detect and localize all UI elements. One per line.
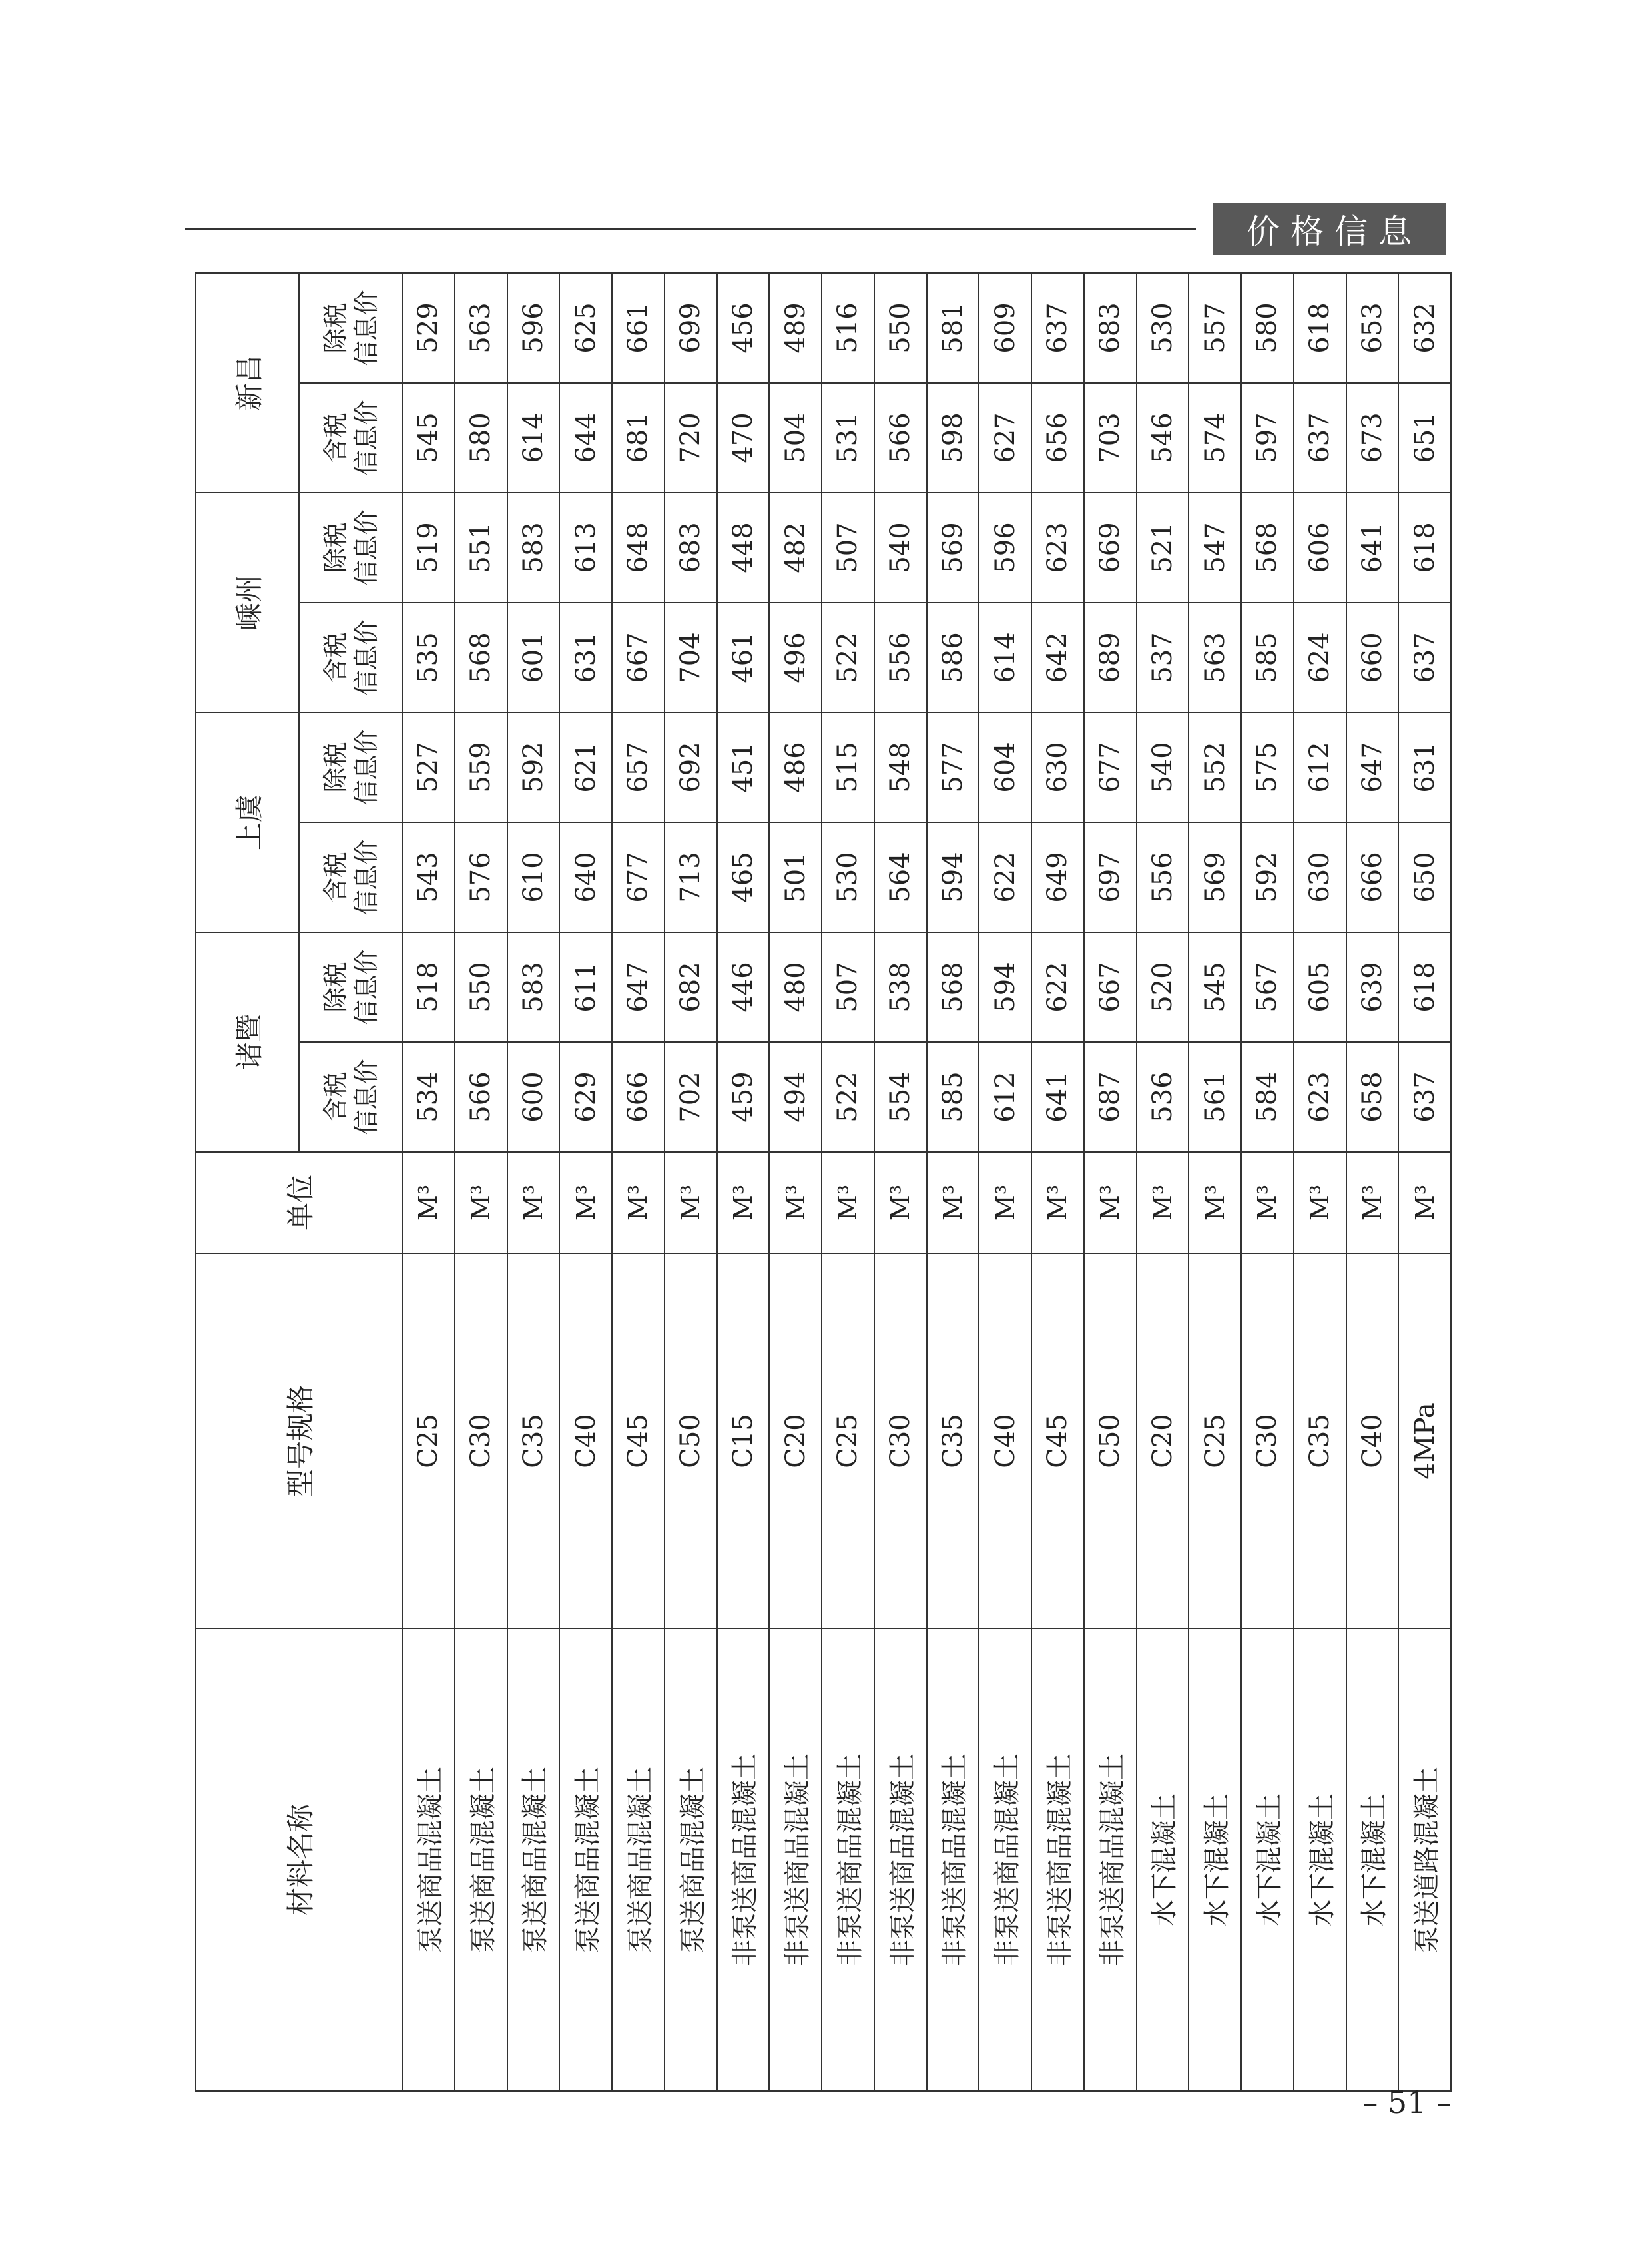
header-rule	[185, 228, 1196, 230]
tax-inclusive-price-cell: 610	[507, 822, 560, 932]
spec-cell: C25	[1189, 1253, 1241, 1629]
tax-exclusive-price-cell: 596	[979, 493, 1031, 603]
tax-exclusive-price-cell: 530	[1137, 273, 1189, 383]
tax-exclusive-price-cell: 568	[927, 932, 979, 1042]
unit-cell: M³	[559, 1152, 612, 1253]
price-table	[195, 272, 1452, 2092]
tax-exclusive-price-cell: 550	[874, 273, 927, 383]
tax-inclusive-price-cell: 585	[927, 1042, 979, 1152]
tax-inclusive-price-cell: 650	[1398, 822, 1451, 932]
tax-exclusive-price-cell: 577	[927, 712, 979, 822]
spec-cell: C20	[1137, 1253, 1189, 1629]
tax-inclusive-price-cell: 459	[717, 1042, 770, 1152]
tax-exclusive-price-cell: 621	[559, 712, 612, 822]
header-line: 除税	[320, 302, 350, 354]
tax-exclusive-price-cell: 596	[507, 273, 560, 383]
tax-inclusive-price-cell: 637	[1294, 383, 1346, 493]
tax-inclusive-price-cell: 601	[507, 603, 560, 712]
table-row	[979, 273, 1031, 2091]
page-number: – 51 –	[1362, 2084, 1452, 2120]
tax-inclusive-price-cell: 641	[1031, 1042, 1084, 1152]
tax-exclusive-price-header	[299, 493, 402, 603]
table-row	[1084, 273, 1137, 2091]
header-line: 信息价	[351, 729, 381, 806]
tax-exclusive-price-cell: 581	[927, 273, 979, 383]
tax-exclusive-price-cell: 559	[455, 712, 507, 822]
tax-exclusive-price-cell: 592	[507, 712, 560, 822]
tax-inclusive-price-header	[299, 1042, 402, 1152]
table-row	[874, 273, 927, 2091]
tax-exclusive-price-cell: 563	[455, 273, 507, 383]
tax-exclusive-price-cell: 451	[717, 712, 770, 822]
tax-inclusive-price-header	[299, 822, 402, 932]
material-name-cell: 非泵送商品混凝土	[769, 1629, 822, 2091]
spec-cell: C45	[612, 1253, 665, 1629]
spec-cell: C50	[1084, 1253, 1137, 1629]
tax-inclusive-price-cell: 649	[1031, 822, 1084, 932]
tax-inclusive-price-cell: 623	[1294, 1042, 1346, 1152]
tax-inclusive-price-cell: 697	[1084, 822, 1137, 932]
unit-cell: M³	[1084, 1152, 1137, 1253]
material-name-cell: 水下混凝土	[1346, 1629, 1399, 2091]
tax-exclusive-price-cell: 631	[1398, 712, 1451, 822]
tax-inclusive-price-cell: 496	[769, 603, 822, 712]
tax-exclusive-price-cell: 583	[507, 932, 560, 1042]
tax-inclusive-price-cell: 677	[612, 822, 665, 932]
tax-exclusive-price-cell: 480	[769, 932, 822, 1042]
tax-inclusive-price-cell: 631	[559, 603, 612, 712]
tax-inclusive-price-cell: 600	[507, 1042, 560, 1152]
tax-inclusive-price-cell: 629	[559, 1042, 612, 1152]
unit-cell: M³	[1398, 1152, 1451, 1253]
spec-cell: C25	[402, 1253, 455, 1629]
header-line: 含税	[320, 412, 350, 463]
tax-inclusive-price-cell: 642	[1031, 603, 1084, 712]
tax-inclusive-price-cell: 592	[1241, 822, 1294, 932]
table-row	[1031, 273, 1084, 2091]
header-line: 含税	[320, 632, 350, 683]
tax-exclusive-price-cell: 647	[1346, 712, 1399, 822]
tax-inclusive-price-cell: 566	[455, 1042, 507, 1152]
tax-exclusive-price-cell: 613	[559, 493, 612, 603]
unit-cell: M³	[822, 1152, 874, 1253]
tax-exclusive-price-cell: 456	[717, 273, 770, 383]
tax-exclusive-price-cell: 545	[1189, 932, 1241, 1042]
tax-inclusive-price-cell: 637	[1398, 1042, 1451, 1152]
material-name-cell: 非泵送商品混凝土	[874, 1629, 927, 2091]
spec-cell: C45	[1031, 1253, 1084, 1629]
tax-exclusive-price-cell: 657	[612, 712, 665, 822]
tax-inclusive-price-cell: 534	[402, 1042, 455, 1152]
spec-cell: C20	[769, 1253, 822, 1629]
tax-inclusive-price-cell: 461	[717, 603, 770, 712]
tax-exclusive-price-cell: 550	[455, 932, 507, 1042]
region-header-shangyu: 上虞	[196, 712, 299, 932]
tax-inclusive-price-cell: 703	[1084, 383, 1137, 493]
tax-exclusive-price-cell: 618	[1398, 493, 1451, 603]
tax-inclusive-price-cell: 465	[717, 822, 770, 932]
tax-exclusive-price-cell: 682	[665, 932, 717, 1042]
tax-exclusive-price-cell: 521	[1137, 493, 1189, 603]
tax-inclusive-price-cell: 585	[1241, 603, 1294, 712]
tax-exclusive-price-cell: 692	[665, 712, 717, 822]
tax-inclusive-price-cell: 681	[612, 383, 665, 493]
tax-exclusive-price-header	[299, 932, 402, 1042]
tax-exclusive-price-cell: 552	[1189, 712, 1241, 822]
header-line: 除税	[320, 962, 350, 1013]
tax-inclusive-price-cell: 597	[1241, 383, 1294, 493]
unit-cell: M³	[612, 1152, 665, 1253]
tax-inclusive-price-cell: 569	[1189, 822, 1241, 932]
tax-inclusive-price-cell: 556	[1137, 822, 1189, 932]
header-line: 除税	[320, 522, 350, 573]
spec-cell: C35	[1294, 1253, 1346, 1629]
table-row	[1241, 273, 1294, 2091]
tax-inclusive-price-cell: 494	[769, 1042, 822, 1152]
tax-inclusive-price-cell: 574	[1189, 383, 1241, 493]
tax-exclusive-price-cell: 653	[1346, 273, 1399, 383]
tax-exclusive-price-cell: 568	[1241, 493, 1294, 603]
header-line: 含税	[320, 852, 350, 903]
table-row	[455, 273, 507, 2091]
tax-exclusive-price-cell: 604	[979, 712, 1031, 822]
unit-cell: M³	[979, 1152, 1031, 1253]
spec-cell: C50	[665, 1253, 717, 1629]
spec-cell: C40	[979, 1253, 1031, 1629]
tax-exclusive-price-cell: 507	[822, 493, 874, 603]
tax-inclusive-price-cell: 656	[1031, 383, 1084, 493]
tax-inclusive-price-cell: 673	[1346, 383, 1399, 493]
unit-cell: M³	[717, 1152, 770, 1253]
region-header-xinchang: 新昌	[196, 273, 299, 493]
table-row	[822, 273, 874, 2091]
table-row	[1294, 273, 1346, 2091]
material-name-cell: 泵送道路混凝土	[1398, 1629, 1451, 2091]
material-name-cell: 水下混凝土	[1294, 1629, 1346, 2091]
material-name-cell: 非泵送商品混凝土	[927, 1629, 979, 2091]
material-name-cell: 泵送商品混凝土	[559, 1629, 612, 2091]
material-name-cell: 非泵送商品混凝土	[822, 1629, 874, 2091]
tax-exclusive-price-cell: 612	[1294, 712, 1346, 822]
tax-inclusive-price-cell: 622	[979, 822, 1031, 932]
tax-exclusive-price-cell: 518	[402, 932, 455, 1042]
tax-exclusive-price-cell: 661	[612, 273, 665, 383]
spec-cell: C15	[717, 1253, 770, 1629]
header-line: 信息价	[351, 619, 381, 696]
table-rotated-container	[195, 274, 1450, 2092]
tax-inclusive-price-cell: 501	[769, 822, 822, 932]
tax-exclusive-price-cell: 489	[769, 273, 822, 383]
tax-exclusive-price-cell: 569	[927, 493, 979, 603]
material-name-cell: 泵送商品混凝土	[665, 1629, 717, 2091]
spec-cell: C30	[455, 1253, 507, 1629]
tax-exclusive-price-cell: 683	[1084, 273, 1137, 383]
tax-exclusive-price-cell: 611	[559, 932, 612, 1042]
tax-inclusive-price-cell: 554	[874, 1042, 927, 1152]
tax-inclusive-price-cell: 504	[769, 383, 822, 493]
spec-cell: C35	[927, 1253, 979, 1629]
material-name-cell: 泵送商品混凝土	[507, 1629, 560, 2091]
spec-cell: C25	[822, 1253, 874, 1629]
unit-cell: M³	[1031, 1152, 1084, 1253]
tax-exclusive-price-cell: 647	[612, 932, 665, 1042]
tax-inclusive-price-cell: 614	[507, 383, 560, 493]
tax-inclusive-price-cell: 704	[665, 603, 717, 712]
tax-inclusive-price-header	[299, 603, 402, 712]
tax-exclusive-price-cell: 529	[402, 273, 455, 383]
header-line: 信息价	[351, 509, 381, 586]
material-name-cell: 水下混凝土	[1189, 1629, 1241, 2091]
tax-exclusive-price-cell: 677	[1084, 712, 1137, 822]
tax-exclusive-price-cell: 594	[979, 932, 1031, 1042]
unit-cell: M³	[874, 1152, 927, 1253]
table-body	[402, 273, 1451, 2091]
table-row	[1346, 273, 1399, 2091]
tax-exclusive-price-cell: 632	[1398, 273, 1451, 383]
tax-exclusive-price-cell: 575	[1241, 712, 1294, 822]
tax-exclusive-price-cell: 618	[1398, 932, 1451, 1042]
tax-exclusive-price-cell: 516	[822, 273, 874, 383]
table-row	[402, 273, 455, 2091]
tax-inclusive-price-cell: 536	[1137, 1042, 1189, 1152]
tax-exclusive-price-cell: 507	[822, 932, 874, 1042]
tax-inclusive-price-cell: 522	[822, 1042, 874, 1152]
unit-cell: M³	[1346, 1152, 1399, 1253]
unit-cell: M³	[1189, 1152, 1241, 1253]
tax-inclusive-price-cell: 667	[612, 603, 665, 712]
tax-exclusive-price-cell: 547	[1189, 493, 1241, 603]
tax-inclusive-price-header	[299, 383, 402, 493]
header-line: 信息价	[351, 839, 381, 916]
header-line: 信息价	[351, 1059, 381, 1135]
header-line: 信息价	[351, 400, 381, 476]
table-row	[769, 273, 822, 2091]
tax-exclusive-price-cell: 630	[1031, 712, 1084, 822]
tax-exclusive-price-cell: 605	[1294, 932, 1346, 1042]
tax-inclusive-price-cell: 530	[822, 822, 874, 932]
unit-cell: M³	[769, 1152, 822, 1253]
tax-inclusive-price-cell: 689	[1084, 603, 1137, 712]
header-line: 除税	[320, 742, 350, 793]
tax-inclusive-price-cell: 702	[665, 1042, 717, 1152]
tax-exclusive-price-cell: 527	[402, 712, 455, 822]
tax-inclusive-price-cell: 651	[1398, 383, 1451, 493]
section-title: 价格信息	[1246, 212, 1422, 251]
table-row	[559, 273, 612, 2091]
unit-cell: M³	[507, 1152, 560, 1253]
tax-inclusive-price-cell: 580	[455, 383, 507, 493]
tax-inclusive-price-cell: 687	[1084, 1042, 1137, 1152]
region-header-shengzhou: 嵊州	[196, 493, 299, 712]
table-row	[1398, 273, 1451, 2091]
tax-exclusive-price-cell: 583	[507, 493, 560, 603]
tax-inclusive-price-cell: 564	[874, 822, 927, 932]
col-material-header: 材料名称	[196, 1629, 402, 2091]
tax-exclusive-price-cell: 609	[979, 273, 1031, 383]
tax-exclusive-price-cell: 557	[1189, 273, 1241, 383]
tax-exclusive-price-cell: 567	[1241, 932, 1294, 1042]
material-name-cell: 非泵送商品混凝土	[1031, 1629, 1084, 2091]
spec-cell: C40	[559, 1253, 612, 1629]
unit-cell: M³	[1137, 1152, 1189, 1253]
header-line: 含税	[320, 1071, 350, 1123]
tax-inclusive-price-cell: 637	[1398, 603, 1451, 712]
tax-inclusive-price-cell: 535	[402, 603, 455, 712]
tax-inclusive-price-cell: 568	[455, 603, 507, 712]
tax-inclusive-price-cell: 576	[455, 822, 507, 932]
table-header-row-1	[196, 273, 299, 2091]
table-row	[927, 273, 979, 2091]
tax-inclusive-price-cell: 470	[717, 383, 770, 493]
tax-inclusive-price-cell: 666	[612, 1042, 665, 1152]
tax-inclusive-price-cell: 614	[979, 603, 1031, 712]
spec-cell: 4MPa	[1398, 1253, 1451, 1629]
tax-inclusive-price-cell: 624	[1294, 603, 1346, 712]
tax-exclusive-price-cell: 486	[769, 712, 822, 822]
tax-inclusive-price-cell: 563	[1189, 603, 1241, 712]
material-name-cell: 泵送商品混凝土	[455, 1629, 507, 2091]
table-row	[507, 273, 560, 2091]
unit-cell: M³	[927, 1152, 979, 1253]
tax-inclusive-price-cell: 531	[822, 383, 874, 493]
material-name-cell: 泵送商品混凝土	[612, 1629, 665, 2091]
tax-exclusive-price-cell: 580	[1241, 273, 1294, 383]
tax-exclusive-price-cell: 540	[1137, 712, 1189, 822]
tax-exclusive-price-cell: 618	[1294, 273, 1346, 383]
spec-cell: C40	[1346, 1253, 1399, 1629]
tax-inclusive-price-cell: 660	[1346, 603, 1399, 712]
tax-exclusive-price-header	[299, 712, 402, 822]
table-row	[612, 273, 665, 2091]
tax-inclusive-price-cell: 630	[1294, 822, 1346, 932]
material-name-cell: 非泵送商品混凝土	[1084, 1629, 1137, 2091]
material-name-cell: 水下混凝土	[1137, 1629, 1189, 2091]
tax-inclusive-price-cell: 627	[979, 383, 1031, 493]
tax-inclusive-price-cell: 543	[402, 822, 455, 932]
tax-inclusive-price-cell: 545	[402, 383, 455, 493]
header-line: 信息价	[351, 290, 381, 366]
tax-inclusive-price-cell: 720	[665, 383, 717, 493]
tax-exclusive-price-cell: 637	[1031, 273, 1084, 383]
unit-cell: M³	[665, 1152, 717, 1253]
unit-cell: M³	[1241, 1152, 1294, 1253]
tax-inclusive-price-cell: 713	[665, 822, 717, 932]
tax-inclusive-price-cell: 594	[927, 822, 979, 932]
tax-inclusive-price-cell: 537	[1137, 603, 1189, 712]
region-header-zhuji: 诸暨	[196, 932, 299, 1152]
tax-exclusive-price-cell: 515	[822, 712, 874, 822]
spec-cell: C30	[1241, 1253, 1294, 1629]
tax-exclusive-price-cell: 520	[1137, 932, 1189, 1042]
tax-inclusive-price-cell: 658	[1346, 1042, 1399, 1152]
table-row	[1189, 273, 1241, 2091]
tax-exclusive-price-cell: 446	[717, 932, 770, 1042]
section-title-badge	[1213, 203, 1446, 255]
tax-inclusive-price-cell: 666	[1346, 822, 1399, 932]
tax-exclusive-price-cell: 606	[1294, 493, 1346, 603]
tax-exclusive-price-cell: 551	[455, 493, 507, 603]
tax-exclusive-price-cell: 623	[1031, 493, 1084, 603]
tax-exclusive-price-cell: 625	[559, 273, 612, 383]
header-line: 信息价	[351, 949, 381, 1025]
tax-inclusive-price-cell: 556	[874, 603, 927, 712]
tax-exclusive-price-cell: 538	[874, 932, 927, 1042]
spec-cell: C35	[507, 1253, 560, 1629]
tax-exclusive-price-cell: 683	[665, 493, 717, 603]
tax-inclusive-price-cell: 522	[822, 603, 874, 712]
material-name-cell: 非泵送商品混凝土	[717, 1629, 770, 2091]
material-name-cell: 水下混凝土	[1241, 1629, 1294, 2091]
tax-inclusive-price-cell: 586	[927, 603, 979, 712]
tax-exclusive-price-cell: 699	[665, 273, 717, 383]
tax-inclusive-price-cell: 640	[559, 822, 612, 932]
tax-inclusive-price-cell: 612	[979, 1042, 1031, 1152]
table-row	[665, 273, 717, 2091]
tax-exclusive-price-header	[299, 273, 402, 383]
tax-exclusive-price-cell: 639	[1346, 932, 1399, 1042]
tax-inclusive-price-cell: 566	[874, 383, 927, 493]
tax-inclusive-price-cell: 644	[559, 383, 612, 493]
tax-exclusive-price-cell: 548	[874, 712, 927, 822]
tax-exclusive-price-cell: 482	[769, 493, 822, 603]
unit-cell: M³	[455, 1152, 507, 1253]
material-name-cell: 泵送商品混凝土	[402, 1629, 455, 2091]
tax-exclusive-price-cell: 641	[1346, 493, 1399, 603]
tax-exclusive-price-cell: 669	[1084, 493, 1137, 603]
spec-cell: C30	[874, 1253, 927, 1629]
tax-exclusive-price-cell: 667	[1084, 932, 1137, 1042]
tax-inclusive-price-cell: 598	[927, 383, 979, 493]
col-spec-header: 型号规格	[196, 1253, 402, 1629]
tax-exclusive-price-cell: 448	[717, 493, 770, 603]
unit-cell: M³	[402, 1152, 455, 1253]
tax-inclusive-price-cell: 561	[1189, 1042, 1241, 1152]
tax-inclusive-price-cell: 584	[1241, 1042, 1294, 1152]
tax-exclusive-price-cell: 540	[874, 493, 927, 603]
tax-exclusive-price-cell: 648	[612, 493, 665, 603]
tax-exclusive-price-cell: 519	[402, 493, 455, 603]
table-row	[1137, 273, 1189, 2091]
tax-inclusive-price-cell: 546	[1137, 383, 1189, 493]
tax-exclusive-price-cell: 622	[1031, 932, 1084, 1042]
unit-cell: M³	[1294, 1152, 1346, 1253]
col-unit-header: 单位	[196, 1152, 402, 1253]
table-row	[717, 273, 770, 2091]
material-name-cell: 非泵送商品混凝土	[979, 1629, 1031, 2091]
